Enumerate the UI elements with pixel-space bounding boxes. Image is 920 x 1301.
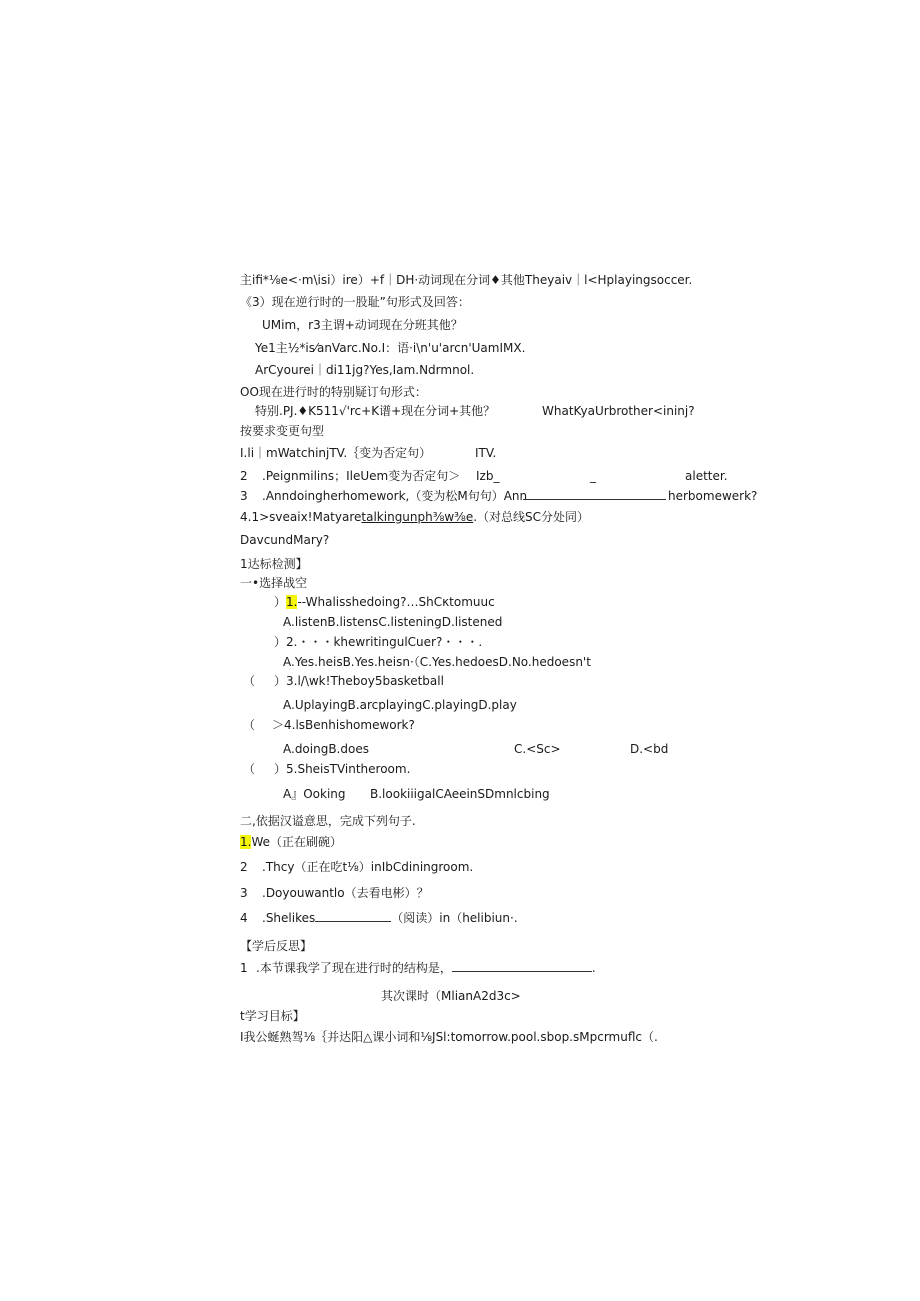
section-heading-multiple-choice: 一•选择战空 bbox=[240, 576, 308, 590]
exercise-item-2: .Peignmilins；IleUem变为否定句＞ bbox=[262, 469, 461, 483]
question-5-options: B.lookiiigalCAeeinSDmnlcbing bbox=[370, 787, 550, 801]
question-bracket: ） bbox=[274, 595, 287, 609]
item-number-highlight: 1. bbox=[240, 835, 252, 849]
exercise-item-number: 3 bbox=[240, 489, 248, 503]
question-text: --Whalisshedoing?…ShCκtomuuc bbox=[297, 595, 495, 609]
translation-item-2: .Thcy（正在吃t⅛）inIbCdiningroom. bbox=[262, 860, 474, 874]
answer-blank[interactable] bbox=[523, 488, 666, 500]
translation-text: （阅读）in（helibiun·. bbox=[391, 911, 518, 925]
reflection-item-1 bbox=[256, 960, 596, 976]
exercise-item-4 bbox=[240, 509, 589, 525]
objective-line: I我公蜒熟驾⅛｛并达阳△课小词和⅛JSl:tomorrow.pool.sbop.sMpcrmuflc（. bbox=[240, 1030, 658, 1044]
question-bracket: （ bbox=[243, 762, 256, 776]
exercise-item-4-text: 4.1>sveaix!Matyare bbox=[240, 510, 362, 524]
exercise-item-1: I.li｜mWatchinjTV.｛变为否定句） bbox=[240, 446, 432, 460]
translation-text: .Shelikes bbox=[262, 911, 316, 925]
question-bracket: （ bbox=[243, 674, 256, 688]
exercise-item-2-text: aletter. bbox=[685, 469, 728, 483]
exercise-item-3: .Anndoingherhomework,（变为松M句句）Ann bbox=[262, 489, 528, 503]
question-bracket: （ bbox=[243, 718, 256, 732]
answer-line: Ye1主½*is⁄anVarc.No.I：语·i\n'u'arcn'UamIMX. bbox=[255, 341, 526, 355]
question-2: ）2.・・・khewritingulCuer?・・・. bbox=[274, 635, 483, 649]
structure-line: 特别.PJ.♦K511√'rc+K谱+现在分词+其他？ bbox=[255, 404, 496, 418]
section-heading-objectives: t学习目标】 bbox=[240, 1009, 305, 1023]
question-3-options: A.UplayingB.arcplayingC.playingD.play bbox=[283, 698, 517, 712]
translation-item-3: .Doyouwantlo（去看电彬）？ bbox=[262, 886, 429, 900]
exercise-item-2-text: _ bbox=[590, 469, 596, 483]
translation-item-4 bbox=[262, 910, 518, 926]
reflection-text: . bbox=[591, 961, 596, 975]
question-4-option-d: D.<bd bbox=[630, 742, 669, 756]
reflection-text: .本节课我学了现在进行时的结构是， bbox=[256, 961, 452, 975]
section-heading-general-question: 《3）现在逆行时的一股耻”句形式及回答： bbox=[240, 295, 470, 309]
lesson-title: 其次课时（MlianA2d3c> bbox=[381, 989, 521, 1003]
example-line: WhatKyaUrbrother<ininj? bbox=[542, 404, 695, 418]
answer-blank[interactable] bbox=[315, 910, 391, 922]
question-1 bbox=[274, 594, 495, 610]
exercise-item-4-answer: DavcundMary? bbox=[240, 533, 330, 547]
item-number: 3 bbox=[240, 886, 248, 900]
question-4: ＞4.lsBenhishomework? bbox=[272, 718, 415, 732]
exercise-heading: 按要求变更句型 bbox=[240, 424, 325, 438]
question-3: ）3.l/\wk!Theboy5basketball bbox=[274, 674, 444, 688]
exercise-item-4-instruction: .（对总线SC分处同） bbox=[473, 510, 590, 524]
item-number: 2 bbox=[240, 860, 248, 874]
exercise-item-2-text: Izb_ bbox=[476, 469, 500, 483]
question-2-options: A.Yes.heisB.Yes.heisn·（C.Yes.hedoesD.No.hedoesn't bbox=[283, 655, 591, 669]
question-1-options: A.listenB.listensC.listeningD.listened bbox=[283, 615, 503, 629]
section-heading-reflection: 【学后反思】 bbox=[240, 939, 313, 953]
example-line: ArCyourei｜di11jg?Yes,Iam.Ndrmnol. bbox=[255, 363, 475, 377]
underlined-phrase: talkingunph⅜w⅜e bbox=[361, 510, 474, 524]
section-heading-translation: 二,依据汉谥意思，完成下列句子. bbox=[240, 814, 416, 828]
item-number: 4 bbox=[240, 911, 248, 925]
item-number: 1 bbox=[240, 961, 248, 975]
structure-line: UMim，r3主谓+动词现在分班其他？ bbox=[262, 318, 463, 332]
question-5-option-a: A』Ooking bbox=[283, 787, 346, 801]
exercise-item-number: 2 bbox=[240, 469, 248, 483]
question-4-option-ab: A.doingB.does bbox=[283, 742, 369, 756]
answer-blank[interactable] bbox=[452, 960, 592, 972]
section-heading-assessment: 1达标检测】 bbox=[240, 557, 308, 571]
question-5: ）5.SheisTVintheroom. bbox=[274, 762, 411, 776]
exercise-item-1-answer: ITV. bbox=[475, 446, 497, 460]
question-number-highlight: 1. bbox=[286, 595, 298, 609]
translation-item-1 bbox=[240, 834, 342, 850]
translation-text: We（正在刷碗） bbox=[251, 835, 342, 849]
grammar-structure-line: 主ifi*⅛e<·m\isi）ire）+f｜DH·动词现在分词♦其他Theyaiv｜l<Hplayingsoccer. bbox=[240, 273, 693, 287]
question-4-option-c: C.<Sc> bbox=[514, 742, 561, 756]
exercise-item-3-text: herbomewerk? bbox=[668, 489, 758, 503]
section-heading-special-question: OO现在进行时的特别疑订句形式： bbox=[240, 385, 427, 399]
